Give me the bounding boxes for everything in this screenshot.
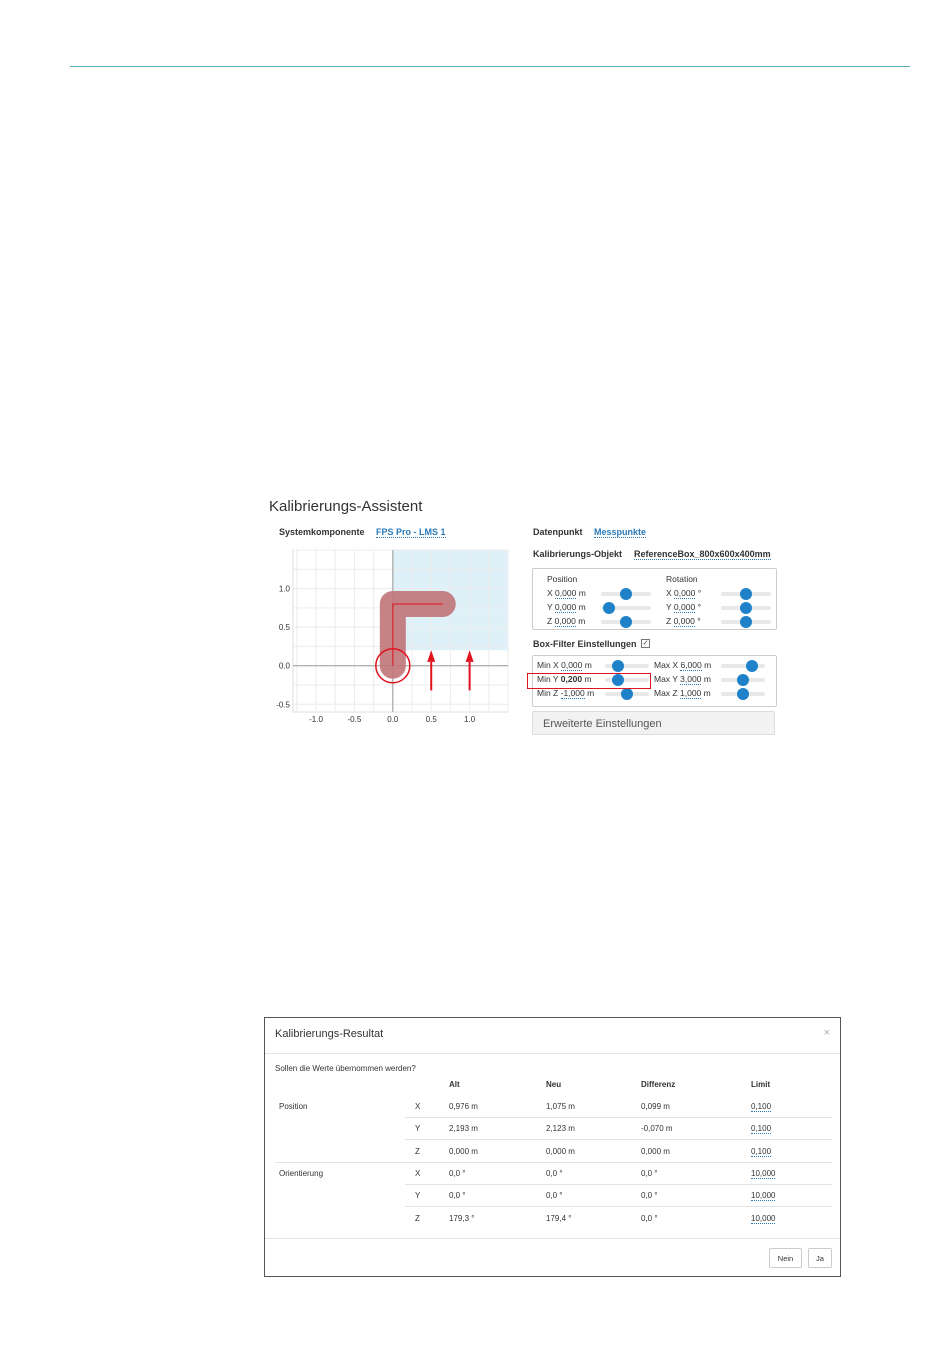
row-divider	[405, 1206, 832, 1207]
cell-limit[interactable]	[751, 1169, 775, 1178]
cell-limit[interactable]	[751, 1102, 771, 1111]
max-filter-value-input[interactable]: 3,000	[680, 674, 702, 684]
calibration-object-label: Kalibrierungs-Objekt	[533, 549, 623, 559]
max-filter-slider-handle[interactable]	[737, 674, 749, 686]
cell-alt: 0,976 m	[449, 1102, 478, 1111]
system-component-label: Systemkomponente	[279, 527, 365, 537]
row-axis: X	[415, 1168, 421, 1178]
row-divider	[405, 1139, 832, 1140]
rotation-axis-label: Y	[666, 602, 672, 612]
rotation-slider-handle[interactable]	[740, 616, 752, 628]
min-filter-unit: m	[584, 674, 592, 684]
rotation-row-z	[666, 616, 701, 626]
position-unit: m	[578, 588, 586, 598]
min-filter-label: Min X	[537, 660, 559, 670]
position-row-z	[547, 616, 585, 626]
position-slider-track[interactable]	[601, 592, 651, 596]
min-y-highlight-box	[527, 673, 651, 689]
y-tick-label: -0.5	[276, 700, 290, 710]
cell-limit[interactable]	[751, 1191, 775, 1200]
limit-value-input[interactable]: 10,000	[751, 1213, 776, 1223]
y-tick-label: 0.5	[278, 623, 290, 633]
min-filter-label: Min Y	[537, 674, 559, 684]
min-filter-slider-track[interactable]	[605, 692, 649, 696]
max-filter-value-input[interactable]: 1,000	[680, 688, 702, 698]
col-header-limit: Limit	[751, 1080, 771, 1089]
rotation-slider-handle[interactable]	[740, 602, 752, 614]
cell-differenz: -0,070 m	[641, 1124, 673, 1134]
cell-differenz: 0,0 °	[641, 1191, 658, 1201]
pose-panel	[532, 568, 777, 630]
cell-neu: 0,000 m	[546, 1146, 575, 1156]
max-filter-value-input[interactable]: 6,000	[680, 660, 702, 670]
row-axis: Z	[415, 1213, 420, 1223]
max-filter-slider-handle[interactable]	[737, 688, 749, 700]
position-slider-track[interactable]	[601, 620, 651, 624]
position-axis-label: Y	[547, 602, 553, 612]
calibration-object-select[interactable]: ReferenceBox_800x600x400mm	[634, 549, 771, 559]
max-filter-row-2	[654, 688, 711, 698]
position-header: Position	[547, 574, 578, 584]
col-header-alt: Alt	[449, 1080, 460, 1089]
calibration-wizard	[265, 490, 790, 738]
box-filter-label: Box-Filter Einstellungen	[533, 639, 637, 649]
cell-neu: 179,4 °	[546, 1213, 572, 1223]
cell-differenz: 0,099 m	[641, 1102, 670, 1111]
position-row-y	[547, 602, 586, 612]
wizard-title: Kalibrierungs-Assistent	[269, 498, 423, 515]
position-row-x	[547, 588, 586, 598]
min-filter-row-0	[537, 660, 592, 670]
max-filter-slider-track[interactable]	[721, 664, 765, 668]
cell-alt: 179,3 °	[449, 1213, 475, 1223]
position-slider-track[interactable]	[601, 606, 651, 610]
rotation-value-input[interactable]: 0,000	[673, 616, 695, 626]
position-axis-label: X	[547, 588, 553, 598]
limit-value-input[interactable]: 10,000	[751, 1168, 776, 1178]
rotation-unit: °	[697, 602, 701, 612]
min-filter-slider-handle[interactable]	[612, 660, 624, 672]
position-axis-label: Z	[547, 616, 553, 626]
col-header-differenz: Differenz	[641, 1080, 676, 1089]
position-value-input[interactable]: 0,000	[555, 588, 577, 598]
datapoint-link[interactable]: Messpunkte	[594, 527, 647, 537]
min-filter-value-input[interactable]: 0,200	[560, 674, 583, 684]
min-filter-value-input[interactable]: -1,000	[560, 688, 585, 698]
limit-value-input[interactable]: 0,100	[751, 1124, 772, 1134]
position-value-input[interactable]: 0,000	[554, 602, 577, 612]
rotation-slider-track[interactable]	[721, 592, 771, 596]
limit-value-input[interactable]: 0,100	[751, 1102, 772, 1111]
max-filter-slider-handle[interactable]	[746, 660, 758, 672]
group-label-0: Position	[279, 1102, 308, 1111]
rotation-value-input[interactable]: 0,000	[674, 588, 696, 598]
x-tick-label: -1.0	[309, 715, 323, 724]
rotation-slider-handle[interactable]	[740, 588, 752, 600]
max-filter-unit: m	[704, 660, 712, 670]
advanced-settings-button[interactable]: Erweiterte Einstellungen	[532, 711, 775, 735]
rotation-row-x	[666, 588, 701, 598]
limit-value-input[interactable]: 0,100	[751, 1146, 772, 1156]
position-slider-handle[interactable]	[620, 616, 632, 628]
min-filter-unit: m	[587, 688, 595, 698]
cell-neu: 1,075 m	[546, 1102, 575, 1111]
rotation-axis-label: Z	[666, 616, 672, 626]
yes-button[interactable]: Ja	[808, 1248, 832, 1268]
rotation-header: Rotation	[666, 574, 698, 584]
y-tick-label: 1.0	[278, 584, 290, 594]
cell-limit[interactable]	[751, 1124, 771, 1133]
position-unit: m	[578, 602, 586, 612]
min-filter-unit: m	[584, 660, 592, 670]
x-tick-label: 0.0	[387, 715, 399, 724]
cell-alt: 0,000 m	[449, 1146, 478, 1156]
rotation-slider-track[interactable]	[721, 620, 771, 624]
max-filter-label: Max Y	[654, 674, 678, 684]
result-title: Kalibrierungs-Resultat	[275, 1028, 384, 1040]
min-filter-label: Min Z	[537, 688, 559, 698]
min-filter-row-2	[537, 688, 594, 698]
position-slider-handle[interactable]	[620, 588, 632, 600]
question-text: Sollen die Werte übernommen werden?	[275, 1064, 416, 1073]
plot-svg	[265, 542, 515, 734]
header-rule	[70, 66, 910, 67]
min-filter-value-input[interactable]: 0,000	[561, 660, 583, 670]
cell-differenz: 0,0 °	[641, 1213, 658, 1223]
cell-alt: 2,193 m	[449, 1124, 478, 1134]
cell-limit[interactable]	[751, 1147, 771, 1156]
close-icon[interactable]: ×	[823, 1027, 830, 1039]
cell-alt: 0,0 °	[449, 1191, 466, 1201]
row-axis: Z	[415, 1146, 420, 1156]
datapoint-label: Datenpunkt	[533, 527, 583, 537]
calibration-plot	[265, 542, 515, 734]
min-filter-slider-handle[interactable]	[621, 688, 633, 700]
position-unit: m	[578, 616, 586, 626]
cell-differenz: 0,000 m	[641, 1146, 670, 1156]
x-tick-label: 0.5	[425, 715, 437, 724]
x-tick-label: -0.5	[347, 715, 362, 724]
rotation-axis-label: X	[666, 588, 672, 598]
group-label-1: Orientierung	[279, 1168, 324, 1178]
max-filter-row-0	[654, 660, 711, 670]
header-divider	[265, 1053, 840, 1054]
cell-neu: 0,0 °	[546, 1191, 563, 1201]
row-axis: X	[415, 1102, 421, 1111]
max-filter-row-1	[654, 674, 711, 684]
box-filter-checkbox[interactable]: ✓	[642, 640, 649, 647]
row-axis: Y	[415, 1124, 421, 1134]
limit-value-input[interactable]: 10,000	[751, 1191, 776, 1201]
max-filter-slider-track[interactable]	[721, 678, 765, 682]
x-tick-label: 1.0	[464, 715, 476, 724]
max-filter-slider-track[interactable]	[721, 692, 765, 696]
cell-limit[interactable]	[751, 1214, 775, 1223]
max-filter-label: Max X	[654, 660, 679, 670]
rotation-unit: °	[697, 616, 701, 626]
position-slider-handle[interactable]	[603, 602, 615, 614]
cell-neu: 0,0 °	[546, 1168, 563, 1178]
calibration-result-dialog	[264, 1017, 841, 1277]
row-divider	[405, 1184, 832, 1185]
max-filter-label: Max Z	[654, 688, 678, 698]
no-button[interactable]: Nein	[769, 1248, 802, 1268]
cell-neu: 2,123 m	[546, 1124, 575, 1134]
min-filter-slider-track[interactable]	[605, 664, 649, 668]
rotation-value-input[interactable]: 0,000	[673, 602, 696, 612]
row-divider	[405, 1117, 832, 1118]
col-header-neu: Neu	[546, 1080, 562, 1089]
max-filter-unit: m	[703, 688, 711, 698]
rotation-slider-track[interactable]	[721, 606, 771, 610]
row-axis: Y	[415, 1191, 421, 1201]
max-filter-unit: m	[703, 674, 711, 684]
cell-differenz: 0,0 °	[641, 1168, 658, 1178]
row-divider	[275, 1162, 832, 1163]
system-component-link[interactable]: FPS Pro - LMS 1	[376, 527, 446, 537]
y-tick-label: 0.0	[278, 661, 290, 671]
cell-alt: 0,0 °	[449, 1168, 466, 1178]
footer-divider	[265, 1238, 840, 1239]
rotation-row-y	[666, 602, 701, 612]
position-value-input[interactable]: 0,000	[554, 616, 576, 626]
rotation-unit: °	[697, 588, 702, 598]
